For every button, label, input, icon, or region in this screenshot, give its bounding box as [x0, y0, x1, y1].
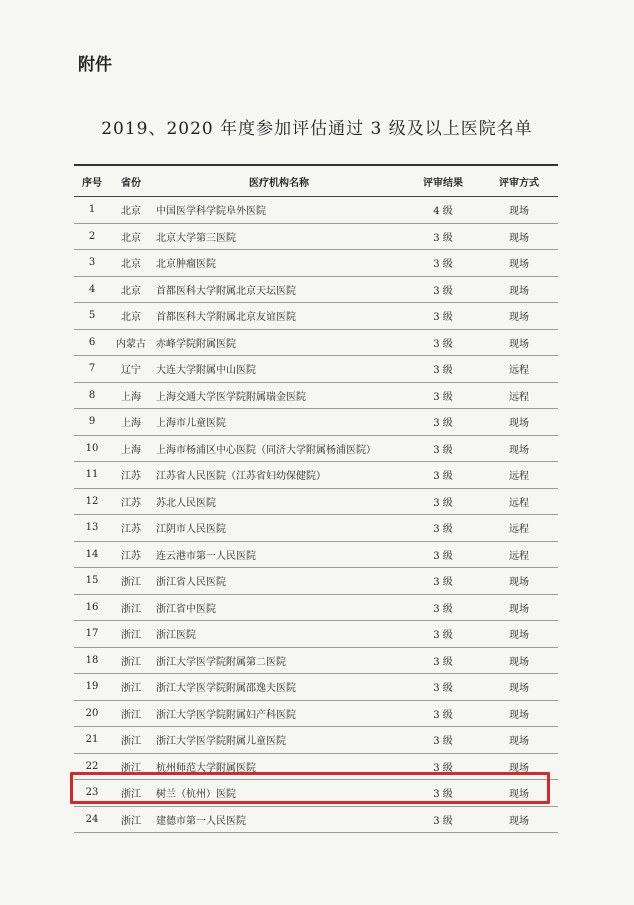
cell-result: 3 级: [406, 356, 480, 383]
cell-province: 浙江: [110, 594, 152, 621]
cell-no: 15: [74, 568, 110, 595]
cell-no: 19: [74, 674, 110, 701]
cell-mode: 远程: [480, 382, 558, 409]
cell-no: 12: [74, 488, 110, 515]
cell-mode: 现场: [480, 223, 558, 250]
cell-name: 浙江大学医学院附属儿童医院: [152, 727, 406, 754]
cell-name: 上海市杨浦区中心医院（同济大学附属杨浦医院）: [152, 435, 406, 462]
cell-name: 苏北人民医院: [152, 488, 406, 515]
cell-no: 10: [74, 435, 110, 462]
cell-no: 2: [74, 223, 110, 250]
cell-name: 首都医科大学附属北京友谊医院: [152, 303, 406, 330]
cell-result: 3 级: [406, 594, 480, 621]
cell-mode: 现场: [480, 303, 558, 330]
cell-result: 3 级: [406, 700, 480, 727]
cell-result: 3 级: [406, 276, 480, 303]
header-no: 序号: [74, 165, 110, 197]
cell-mode: 现场: [480, 197, 558, 224]
cell-name: 浙江省人民医院: [152, 568, 406, 595]
cell-mode: 远程: [480, 462, 558, 489]
cell-result: 3 级: [406, 329, 480, 356]
cell-result: 3 级: [406, 488, 480, 515]
table-row: [74, 515, 558, 542]
cell-result: 3 级: [406, 435, 480, 462]
cell-name: 上海交通大学医学院附属瑞金医院: [152, 382, 406, 409]
table-row: [74, 276, 558, 303]
cell-result: 3 级: [406, 568, 480, 595]
cell-result: 3 级: [406, 303, 480, 330]
cell-no: 18: [74, 647, 110, 674]
cell-name: 连云港市第一人民医院: [152, 541, 406, 568]
table-row: [74, 250, 558, 277]
cell-name: 首都医科大学附属北京天坛医院: [152, 276, 406, 303]
table-row: [74, 329, 558, 356]
cell-name: 江苏省人民医院（江苏省妇幼保健院）: [152, 462, 406, 489]
cell-result: 3 级: [406, 382, 480, 409]
cell-no: 23: [74, 780, 110, 807]
cell-no: 9: [74, 409, 110, 436]
cell-mode: 现场: [480, 806, 558, 833]
table-header-row: [74, 165, 558, 197]
cell-no: 14: [74, 541, 110, 568]
cell-province: 浙江: [110, 674, 152, 701]
cell-province: 浙江: [110, 621, 152, 648]
cell-mode: 远程: [480, 356, 558, 383]
cell-result: 3 级: [406, 727, 480, 754]
cell-mode: 现场: [480, 700, 558, 727]
table-row: [74, 674, 558, 701]
cell-province: 江苏: [110, 541, 152, 568]
highlight-box: [70, 772, 550, 804]
table-row: [74, 594, 558, 621]
table-row: [74, 197, 558, 224]
cell-mode: 现场: [480, 674, 558, 701]
cell-result: 4 级: [406, 197, 480, 224]
cell-name: 浙江大学医学院附属邵逸夫医院: [152, 674, 406, 701]
attachment-label: 附件: [78, 55, 112, 75]
cell-result: 3 级: [406, 462, 480, 489]
cell-mode: 现场: [480, 250, 558, 277]
cell-no: 24: [74, 806, 110, 833]
cell-result: 3 级: [406, 515, 480, 542]
table-row: [74, 462, 558, 489]
cell-province: 浙江: [110, 806, 152, 833]
cell-mode: 现场: [480, 727, 558, 754]
table-row: [74, 435, 558, 462]
cell-mode: 现场: [480, 780, 558, 807]
cell-result: 3 级: [406, 621, 480, 648]
cell-no: 3: [74, 250, 110, 277]
hospital-table: [74, 164, 558, 833]
cell-result: 3 级: [406, 647, 480, 674]
table-row: [74, 727, 558, 754]
table-row: [74, 409, 558, 436]
cell-name: 上海市儿童医院: [152, 409, 406, 436]
cell-name: 建德市第一人民医院: [152, 806, 406, 833]
cell-result: 3 级: [406, 250, 480, 277]
cell-no: 20: [74, 700, 110, 727]
cell-no: 16: [74, 594, 110, 621]
cell-province: 浙江: [110, 568, 152, 595]
cell-mode: 远程: [480, 541, 558, 568]
cell-mode: 远程: [480, 515, 558, 542]
cell-mode: 现场: [480, 409, 558, 436]
cell-province: 江苏: [110, 488, 152, 515]
cell-no: 8: [74, 382, 110, 409]
cell-province: 内蒙古: [110, 329, 152, 356]
cell-no: 17: [74, 621, 110, 648]
cell-name: 浙江医院: [152, 621, 406, 648]
header-mode: 评审方式: [480, 165, 558, 197]
cell-name: 北京肿瘤医院: [152, 250, 406, 277]
cell-name: 树兰（杭州）医院: [152, 780, 406, 807]
cell-no: 11: [74, 462, 110, 489]
table-row: [74, 806, 558, 833]
cell-province: 上海: [110, 435, 152, 462]
cell-name: 中国医学科学院阜外医院: [152, 197, 406, 224]
cell-province: 北京: [110, 303, 152, 330]
cell-mode: 远程: [480, 488, 558, 515]
table-row: [74, 223, 558, 250]
table-row: [74, 541, 558, 568]
table-row: [74, 647, 558, 674]
cell-mode: 现场: [480, 435, 558, 462]
cell-no: 13: [74, 515, 110, 542]
cell-no: 1: [74, 197, 110, 224]
cell-province: 浙江: [110, 780, 152, 807]
cell-result: 3 级: [406, 541, 480, 568]
cell-name: 杭州师范大学附属医院: [152, 753, 406, 780]
cell-province: 上海: [110, 382, 152, 409]
cell-result: 3 级: [406, 674, 480, 701]
page-title: 2019、2020 年度参加评估通过 3 级及以上医院名单: [101, 119, 533, 139]
cell-no: 7: [74, 356, 110, 383]
cell-result: 3 级: [406, 223, 480, 250]
cell-name: 江阴市人民医院: [152, 515, 406, 542]
cell-name: 大连大学附属中山医院: [152, 356, 406, 383]
cell-result: 3 级: [406, 806, 480, 833]
cell-mode: 现场: [480, 276, 558, 303]
cell-name: 北京大学第三医院: [152, 223, 406, 250]
cell-province: 辽宁: [110, 356, 152, 383]
cell-province: 浙江: [110, 647, 152, 674]
cell-no: 5: [74, 303, 110, 330]
cell-province: 浙江: [110, 700, 152, 727]
table-row: [74, 621, 558, 648]
table-row: [74, 303, 558, 330]
header-name: 医疗机构名称: [152, 165, 406, 197]
cell-mode: 现场: [480, 594, 558, 621]
header-result: 评审结果: [406, 165, 480, 197]
cell-mode: 现场: [480, 329, 558, 356]
cell-province: 江苏: [110, 515, 152, 542]
cell-province: 浙江: [110, 727, 152, 754]
cell-mode: 现场: [480, 647, 558, 674]
cell-province: 上海: [110, 409, 152, 436]
table-row: [74, 356, 558, 383]
cell-province: 浙江: [110, 753, 152, 780]
cell-result: 3 级: [406, 780, 480, 807]
cell-province: 江苏: [110, 462, 152, 489]
cell-mode: 现场: [480, 621, 558, 648]
cell-name: 浙江大学医学院附属第二医院: [152, 647, 406, 674]
cell-no: 4: [74, 276, 110, 303]
cell-no: 22: [74, 753, 110, 780]
cell-no: 21: [74, 727, 110, 754]
table-row: [74, 382, 558, 409]
cell-mode: 现场: [480, 753, 558, 780]
header-province: 省份: [110, 165, 152, 197]
table-row: [74, 488, 558, 515]
cell-province: 北京: [110, 276, 152, 303]
cell-result: 3 级: [406, 409, 480, 436]
cell-no: 6: [74, 329, 110, 356]
table-row: [74, 700, 558, 727]
cell-name: 浙江大学医学院附属妇产科医院: [152, 700, 406, 727]
cell-mode: 现场: [480, 568, 558, 595]
cell-province: 北京: [110, 223, 152, 250]
table-row: [74, 568, 558, 595]
cell-name: 浙江省中医院: [152, 594, 406, 621]
cell-province: 北京: [110, 197, 152, 224]
cell-province: 北京: [110, 250, 152, 277]
cell-name: 赤峰学院附属医院: [152, 329, 406, 356]
cell-result: 3 级: [406, 753, 480, 780]
